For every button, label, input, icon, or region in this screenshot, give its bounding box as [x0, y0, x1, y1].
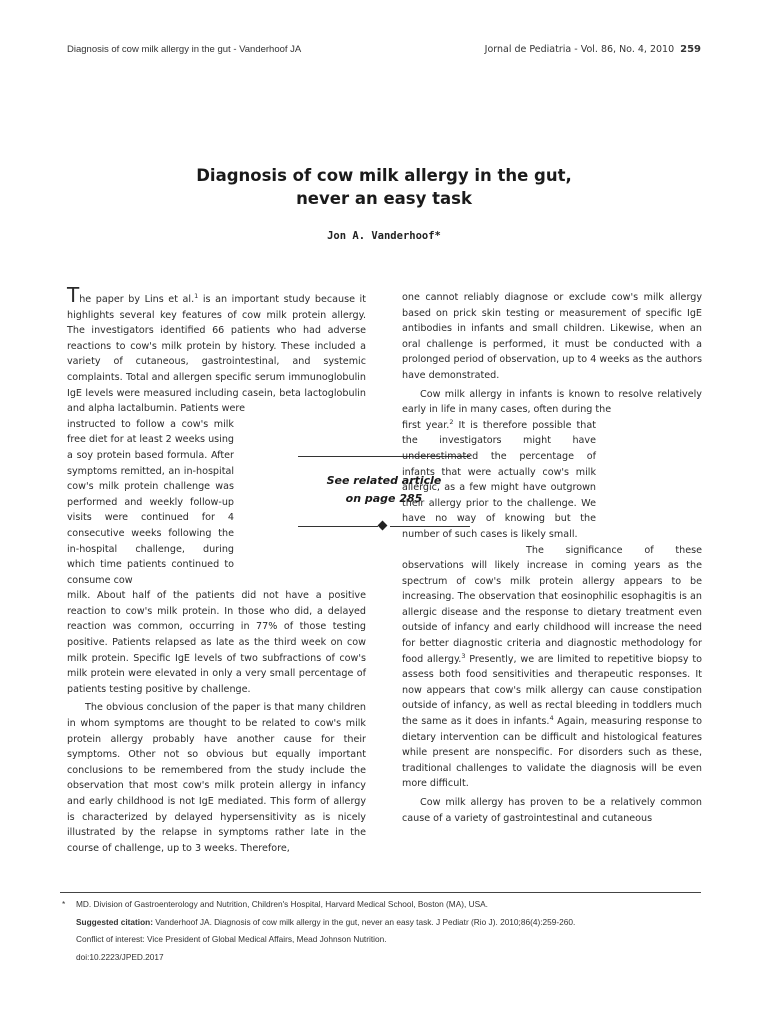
author-name: Jon A. Vanderhoof* — [327, 230, 441, 242]
paragraph: The paper by Lins et al.$^1$ is an important study because it highlights several key features of cow milk protein allergy. The investigators identified 66 patients who had adverse reactions to cow's milk protein by history. These included a variety of cutaneous, gastrointestinal, and systemic complaints. Total and allergen specific serum immunoglobulin IgE levels were measured including casein, beta lactoglobulin and alpha lactalbumin. Patients were — [67, 283, 366, 415]
footnote-divider — [60, 892, 701, 893]
right-column — [402, 290, 702, 826]
reference-marker: 2 — [449, 417, 454, 426]
paragraph: The significance of these observations will likely increase in coming years as the spectrum of cow's milk protein allergy appears to be increasing. The observation that eosinophilic esophagitis is an allergic disease and the response to dietary treatment even outside of infancy and early childhood will increase the need for better diagnostic criteria and diagnostic methodology for food allergy.$^3$ Presently, we are limited to repetitive biopsy to assess both food sensitivities and therapeutic responses. It now appears that cow's milk allergy can cause constipation outside of infancy, as well as rectal bleeding in toddlers much the same as it does in infants.$^4$ Again, measuring response to dietary intervention can be difficult and histological features while present are nonspecific. For disorders such as these, traditional challenges to validate the diagnosis will be even more difficult. — [402, 544, 703, 790]
journal-citation: Jornal de Pediatria - Vol. 86, No. 4, 2010 — [484, 44, 675, 55]
drop-cap: T — [67, 283, 80, 307]
footnote-conflict: Conflict of interest: Vice President of Global Medical Affairs, Mead Johnson Nutrition. — [76, 934, 387, 944]
paragraph: Cow milk allergy in infants is known to resolve relatively early in life in many cases, often during the — [402, 388, 702, 416]
footnote-affiliation: * MD. Division of Gastroenterology and Nutrition, Children's Hospital, Harvard Medical School, Boston (MA), USA. — [62, 899, 488, 909]
reference-marker: 4 — [549, 713, 554, 722]
footnote-citation: Suggested citation: Vanderhoof JA. Diagnosis of cow milk allergy in the gut, never an easy task. J Pediatr (Rio J). 2010;86(4):259-260. — [76, 916, 576, 927]
reference-marker: 1 — [194, 291, 199, 300]
footnotes — [62, 896, 702, 966]
reference-marker: 3 — [461, 651, 466, 660]
paragraph-wrap-around-callout: instructed to follow a cow's milk free diet for at least 2 weeks using a soy protein based formula. After symptoms remitted, an in-hospital cow's milk protein challenge was performed and weekly follow-up visits were continued for 4 consecutive weeks following the in-hospital challenge, during which time patients continued to consume cow — [67, 418, 234, 586]
paragraph: milk. About half of the patients did not have a positive reaction to cow's milk protein. In those who did, a delayed reaction was common, occurring in 77% of those testing positive. Patients relapsed as late as the third week on cow milk protein. Specific IgE levels of two subfractions of cow's milk protein were elevated in only a very small percentage of patients testing positive by challenge. — [67, 590, 366, 695]
paragraph: one cannot reliably diagnose or exclude cow's milk allergy based on prick skin testing or measurement of specific IgE antibodies in infants and small children. Likewise, when an oral challenge is performed, it must be conducted with a prolonged period of observation, up to 4 weeks as the authors have demonstrated. — [402, 292, 702, 381]
footnote-doi[interactable]: doi:10.2223/JPED.2017 — [76, 951, 164, 962]
title-line-1: Diagnosis of cow milk allergy in the gut, — [196, 166, 572, 185]
running-header-right — [485, 44, 701, 55]
page-number: 259 — [680, 44, 701, 55]
related-article-link[interactable]: See related article on page 285 — [326, 474, 442, 505]
paragraph: The obvious conclusion of the paper is that many children in whom symptoms are thought to be related to cow's milk protein allergy probably have another cause for their symptoms. Other not so obvious but equally important conclusions to be remembered from the study include the observation that most cow's milk protein allergy in infancy and early childhood is not IgE mediated. This form of allergy is characterized by delayed hypersensitivity as is nicely illustrated by the relapse in symptoms rather late in the course of challenge, up to 3 weeks. Therefore, — [67, 702, 366, 854]
callout-rule-bottom — [298, 526, 378, 527]
title-line-2: never an easy task — [296, 189, 472, 208]
running-header-left: Diagnosis of cow milk allergy in the gut - Vanderhoof JA — [67, 44, 302, 55]
diamond-ornament-icon — [378, 521, 388, 531]
paragraph: Cow milk allergy has proven to be a relatively common cause of a variety of gastrointestinal and cutaneous — [402, 797, 702, 824]
article-title — [60, 164, 708, 210]
paragraph-wrap-around-callout: first year.$^2$ It is therefore possible that the investigators might have underestimated the percentage of infants that were actually cow's milk allergic, as a few might have outgrown their allergy prior to the challenge. We have no way of knowing but the number of such cases is likely small. — [402, 417, 597, 540]
left-column — [67, 283, 366, 856]
